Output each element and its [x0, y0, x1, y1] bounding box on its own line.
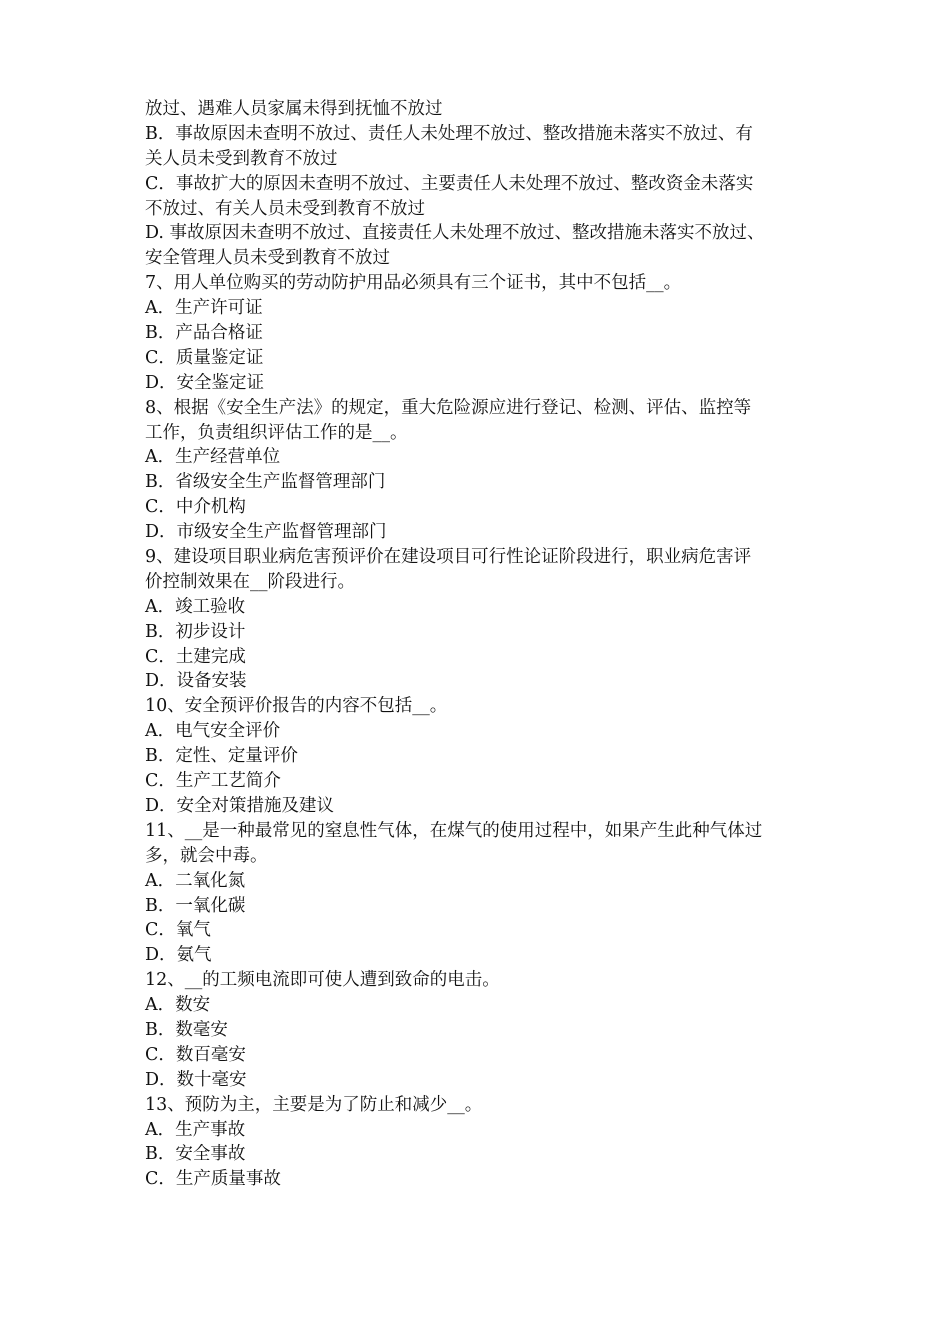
text-line: B．一氧化碳: [145, 895, 246, 916]
text-line: B．定性、定量评价: [145, 746, 298, 767]
text-line: 放过、遇难人员家属未得到抚恤不放过: [145, 99, 443, 119]
text-line: B．事故原因未查明不放过、责任人未处理不放过、整改措施未落实不放过、有: [145, 123, 753, 144]
text-line: 13、预防为主，主要是为了防止和减少__。: [145, 1094, 483, 1115]
text-line: C．氧气: [145, 920, 211, 941]
text-line: A．生产经营单位: [145, 447, 281, 468]
text-line: C．事故扩大的原因未查明不放过、主要责任人未处理不放过、整改资金未落实: [145, 173, 754, 194]
text-line: D．设备安装: [145, 671, 247, 692]
text-line: 12、__的工频电流即可使人遭到致命的电击。: [145, 970, 500, 991]
text-line: D. 事故原因未查明不放过、直接责任人未处理不放过、整改措施未落实不放过、: [145, 223, 765, 244]
text-line: D．安全鉴定证: [145, 372, 265, 393]
text-line: A．电气安全评价: [145, 721, 281, 742]
text-line: 多，就会中毒。: [145, 845, 268, 866]
text-line: A．二氧化氮: [145, 870, 246, 891]
text-line: D．数十毫安: [145, 1069, 247, 1090]
text-line: D．氨气: [145, 945, 212, 966]
text-line: C．生产质量事故: [145, 1169, 281, 1190]
text-line: 价控制效果在__阶段进行。: [145, 571, 355, 592]
text-line: 安全管理人员未受到教育不放过: [145, 248, 390, 269]
text-line: 不放过、有关人员未受到教育不放过: [145, 198, 425, 219]
text-line: 9、建设项目职业病危害预评价在建设项目可行性论证阶段进行，职业病危害评: [145, 547, 752, 568]
text-line: B．安全事故: [145, 1144, 246, 1165]
text-line: B．产品合格证: [145, 323, 263, 344]
text-line: C．中介机构: [145, 497, 246, 518]
text-line: 11、__是一种最常见的窒息性气体，在煤气的使用过程中，如果产生此种气体过: [145, 820, 763, 841]
text-line: A．数安: [145, 995, 211, 1016]
text-line: A．竣工验收: [145, 596, 246, 617]
text-line: 工作，负责组织评估工作的是__。: [145, 422, 408, 443]
text-line: D．市级安全生产监督管理部门: [145, 522, 387, 543]
text-line: 7、用人单位购买的劳动防护用品必须具有三个证书，其中不包括__。: [145, 273, 682, 294]
text-line: A．生产事故: [145, 1119, 246, 1140]
text-line: D．安全对策措施及建议: [145, 795, 335, 816]
text-line: C．生产工艺简介: [145, 771, 281, 792]
text-line: B．初步设计: [145, 621, 246, 642]
text-line: 关人员未受到教育不放过: [145, 148, 338, 169]
text-line: 10、安全预评价报告的内容不包括__。: [145, 696, 448, 717]
text-line: B．数毫安: [145, 1019, 228, 1040]
text-line: C．数百毫安: [145, 1044, 246, 1065]
text-line: C．质量鉴定证: [145, 347, 264, 368]
text-line: 8、根据《安全生产法》的规定，重大危险源应进行登记、检测、评估、监控等: [145, 397, 752, 418]
text-line: A．生产许可证: [145, 298, 263, 319]
text-line: B．省级安全生产监督管理部门: [145, 472, 386, 493]
document-body: [145, 97, 810, 1192]
text-line: C．土建完成: [145, 646, 246, 667]
